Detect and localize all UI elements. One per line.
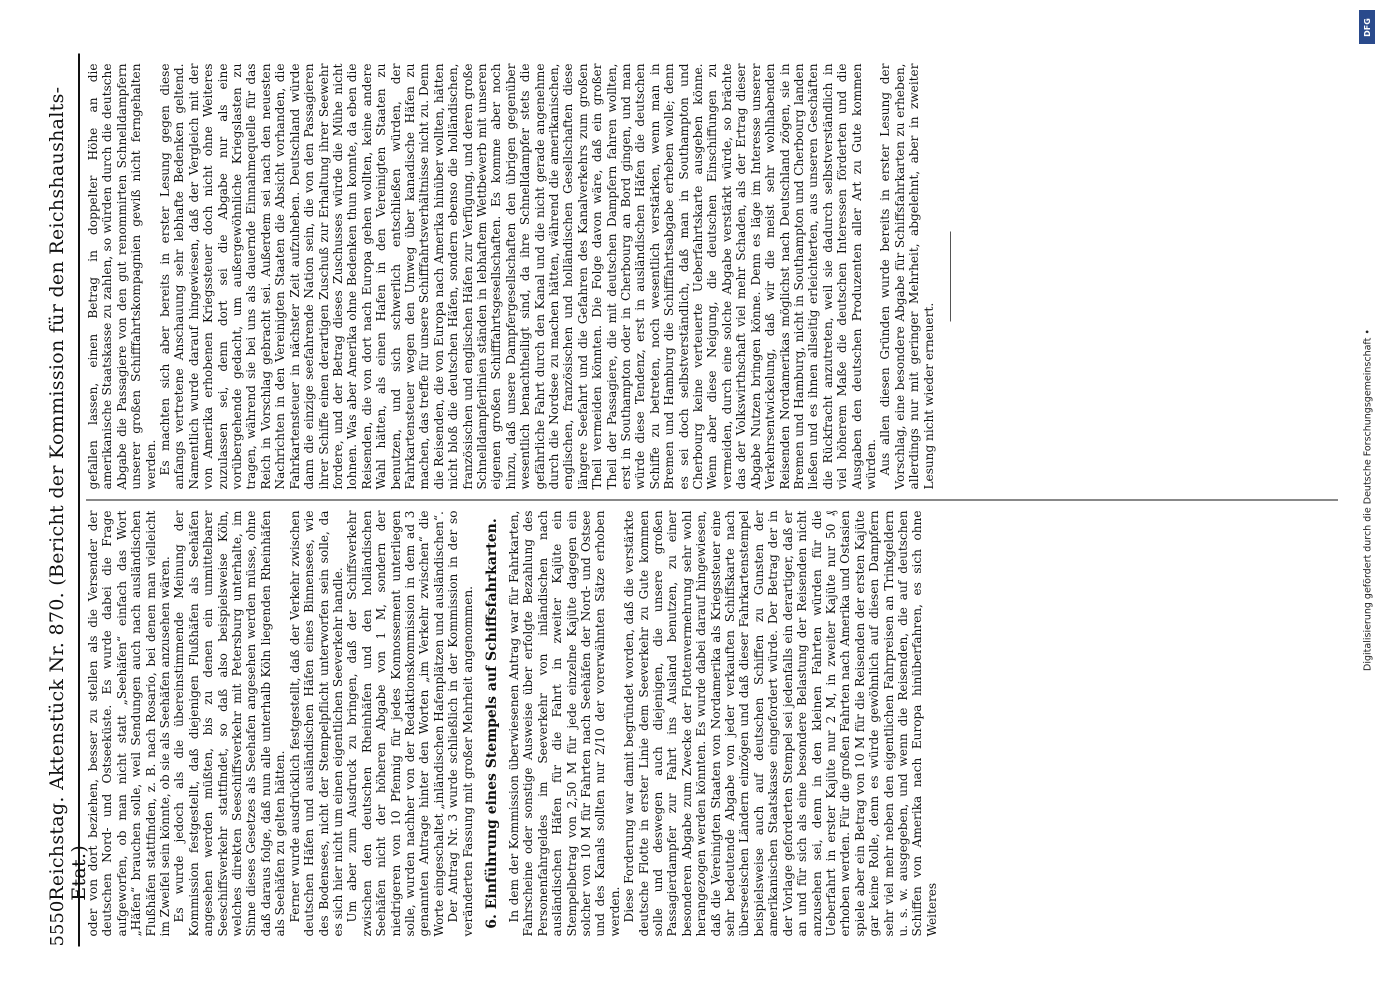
paragraph: oder von dort beziehen, besser zu stellen als die Versender der deutschen Nord- und Ostseeküste. Es wurde dabei die Frage aufgeworfen, ob man nicht statt „Seehäfen“ einfach das Wort „Häfen“ brauchen solle, weil Sendungen auch nach ausländischen Flußhäfen stattfinden, z. B. nach Rosario, bei denen man vielleicht im Zweifel sein könnte, ob sie als Seehäfen anzusehen wären.: [85, 510, 172, 937]
right-column: [86, 54, 1338, 500]
dfg-logo-text: DFG: [1362, 17, 1372, 37]
digitization-credit: [1357, 0, 1379, 1000]
page-title: Reichstag. Aktenstück Nr. 870. (Bericht der Kommission für den Reichshaushalts-Etat.): [45, 86, 90, 901]
paragraph: Diese Forderung war damit begründet worden, daß die verstärkte deutsche Flotte in erster Linie dem Seeverkehr zu Gute kommen solle und deswegen auch diejenigen, die unsere großen Passagierdampfer zur Fahrt ins Ausland benutzen, zu einer besonderen Abgabe zum Zwecke der Flottenvermehrung sehr wohl herangezogen werden könnten. Es wurde dabei darauf hingewiesen, daß die Vereinigten Staaten von Nordamerika als Kriegssteuer eine sehr bedeutende Abgabe von jeder verkauften Schiffskarte nach überseeischen Ländern einzögen und daß dieser Fahrkartenstempel beispielsweise auch auf deutschen Schiffen zu Gunsten der amerikanischen Staatskasse eingefordert würde. Der Betrag der in der Vorlage geforderten Stempel sei jedenfalls ein derartiger, daß er an und für sich als eine besondere Belastung der Reisenden nicht anzusehen sei, denn in den kleinen Fahrten würden für die Ueberfahrt in erster Kajüte nur 2 M, in zweiter Kajüte nur 50 ₰ erhoben werden. Für die großen Fahrten nach Amerika und Ostasien spiele aber ein Betrag von 10 M für die Reisenden der ersten Kajüte gar keine Rolle, denn es würde gewöhnlich auf diesen Dampfern sehr viel mehr neben den eigentlichen Fahrpreisen an Trinkgeldern u. s. w. ausgegeben, und wenn die Reisenden, die auf deutschen Schiffen von Amerika nach Europa hinüberfahren, es sich ohne Weiteres: [621, 510, 939, 937]
left-column: [86, 501, 1338, 947]
paragraph: gefallen lassen, einen Betrag in doppelter Höhe an die amerikanische Staatskasse zu zahlen, so würden durch die deutsche Abgabe die Passagiere von den gut renommirten Schnelldampfern unserer großen Schifffahrtskompagnien gewiß nicht ferngehalten werden.: [85, 63, 158, 490]
credit-text: Digitalisierung gefördert durch die Deutsche Forschungsgemeinschaft •: [1362, 329, 1374, 671]
text-columns: [86, 54, 1338, 947]
paragraph: In dem der Kommission überwiesenen Antrag war für Fahrkarten, Fahrscheine oder sonstige Ausweise über erfolgte Bezahlung des Personenfahrgeldes im Seeverkehr von inländischen nach ausländischen Häfen für die Fahrt in zweiter Kajüte ein Stempelbetrag von 2,50 M für jede einzelne Kajüte dagegen ein solcher von 10 M für Fahrten nach Seehäfen der Nord- und Ostsee und des Kanals sollten nur 2/10 der vorerwähnten Sätze erhoben werden.: [506, 510, 622, 937]
page-number: 5550: [46, 900, 68, 947]
dfg-logo: [1359, 10, 1375, 44]
paragraph: Aus allen diesen Gründen wurde bereits in erster Lesung der Vorschlag, eine besondere Abgabe für Schiffsfahrkarten zu erheben, allerdings nur mit geringer Mehrheit, abgelehnt, aber in zweiter Lesung nicht wieder erneuert.: [877, 63, 936, 490]
paragraph: Es machten sich aber bereits in erster Lesung gegen diese anfangs vertretene Anschauung sehr lebhafte Bedenken geltend. Namentlich wurde darauf hingewiesen, daß der Vergleich mit der von Amerika erhobenen Kriegssteuer doch nicht ohne Weiteres zuzulassen sei, denn dort sei die Abgabe nur als eine vorübergehende gedacht, um außergewöhnliche Kriegslasten zu tragen, während sie bei uns als dauernde Einnahmequelle für das Reich in Vorschlag gebracht sei. Außerdem sei nach den neuesten Nachrichten in den Vereinigten Staaten die Absicht vorhanden, die Fahrkartensteuer in nächster Zeit aufzuheben. Deutschland würde dann die einzige seefahrende Nation sein, die von den Passagieren ihrer Schiffe einen derartigen Zuschuß zur Erhaltung ihrer Seewehr fordere, und der Betrag dieses Zuschusses würde die Mühe nicht lohnen. Was aber Amerika ohne Bedenken thun konnte, da eben die Reisenden, die von dort nach Europa gehen wollten, keine andere Wahl hätten, als einen Hafen in den Vereinigten Staaten zu benutzen, und sich schwerlich entschließen würden, der Fahrkartensteuer wegen den Umweg über kanadische Häfen zu machen, das treffe für unsere Schifffahrtsverhältnisse nicht zu. Denn die Reisenden, die von Europa nach Amerika hinüber wollten, hätten nicht bloß die deutschen Häfen, sondern ebenso die holländischen, französischen und englischen Häfen zur Verfügung, und deren große Schnelldampferlinien ständen in lebhaftem Wettbewerb mit unseren eigenen großen Schifffahrtsgesellschaften. Es komme aber noch hinzu, daß unsere Dampfergesellschaften den übrigen gegenüber wesentlich benachtheiligt sind, da ihre Schnelldampfer stets die gefährliche Fahrt durch den Kanal und die nicht gerade angenehme durch die Nordsee zu machen hätten, während die amerikanischen, englischen, französischen und holländischen Gesellschaften diese längere Seefahrt und die Gefahren des Kanalverkehrs zum großen Theil vermeiden könnten. Die Folge davon wäre, daß ein großer Theil der Passagiere, die mit deutschen Dampfern fahren wollten, erst in Southampton oder in Cherbourg an Bord gingen, und man würde diese Tendenz, erst in ausländischen Häfen die deutschen Schiffe zu betreten, noch wesentlich verstärken, wenn man in Bremen und Hamburg die Schifffahrtsabgabe erheben wolle; denn es sei doch selbstverständlich, daß man in Southampton und Cherbourg keine verteuerte Ueberfahrtskarte ausgeben könne. Wenn aber diese Neigung, die deutschen Einschiffungen zu vermeiden, durch eine solche Abgabe verstärkt würde, so brächte das der Volkswirthschaft viel mehr Schaden, als der Ertrag dieser Abgabe Nutzen bringen könne. Denn es läge im Interesse unserer Verkehrsentwickelung, daß wir die meist sehr wohlhabenden Reisenden Nordamerikas möglichst nach Deutschland zögen, sie in Bremen und Hamburg, nicht in Southampton und Cherbourg landen ließen und es ihnen allseitig erleichterten, aus unseren Geschäften die Rückfracht anzutreten, weil sie dadurch selbstverständlich in viel höherem Maße die deutschen Interessen förderten und die Ausgaben den deutschen Produzenten aller Art zu Gute kommen würden.: [157, 63, 878, 490]
end-rule: [949, 232, 950, 322]
section-heading: 6. Einführung eines Stempels auf Schiffsfahrkarten.: [483, 518, 500, 929]
paragraph: Um aber zum Ausdruck zu bringen, daß der Schiffsverkehr zwischen den deutschen Rheinhäfen und den holländischen Seehäfen nicht der höheren Abgabe von 1 M, sondern der niedrigeren von 10 Pfennig für jedes Konnossement unterliegen solle, wurden nachher von der Redaktionskommission in dem ad 3 genannten Antrage hinter den Worten „im Verkehr zwischen“ die Worte eingeschaltet „inländischen Hafenplätzen und ausländischen“.: [344, 510, 446, 937]
page-header: [45, 54, 90, 947]
paragraph: Es wurde jedoch als die übereinstimmende Meinung der Kommission festgestellt, daß diejenigen Flußhäfen als Seehäfen angesehen werden müßten, bis zu denen ein unmittelbarer Seeschiffsverkehr stattfindet, so daß also beispielsweise Köln, welches direkten Seeschiffsverkehr mit Petersburg unterhalte, im Sinne dieses Gesetzes als Seehafen angesehen werden müsse, ohne daß daraus folge, daß nun alle unterhalb Köln liegenden Rheinhäfen als Seehäfen zu gelten hätten.: [171, 510, 287, 937]
rotated-document-page: [42, 48, 1342, 953]
paragraph: Ferner wurde ausdrücklich festgestellt, daß der Verkehr zwischen deutschen Häfen und ausländischen Häfen eines Binnensees, wie des Bodensees, nicht der Stempelpflicht unterworfen sein solle, da es sich hier nicht um einen eigentlichen Seeverkehr handle.: [287, 510, 345, 937]
paragraph: Der Antrag Nr. 3 wurde schließlich in der Kommission in der so veränderten Fassung mit großer Mehrheit angenommen.: [445, 510, 475, 937]
column-divider: [86, 500, 1338, 501]
